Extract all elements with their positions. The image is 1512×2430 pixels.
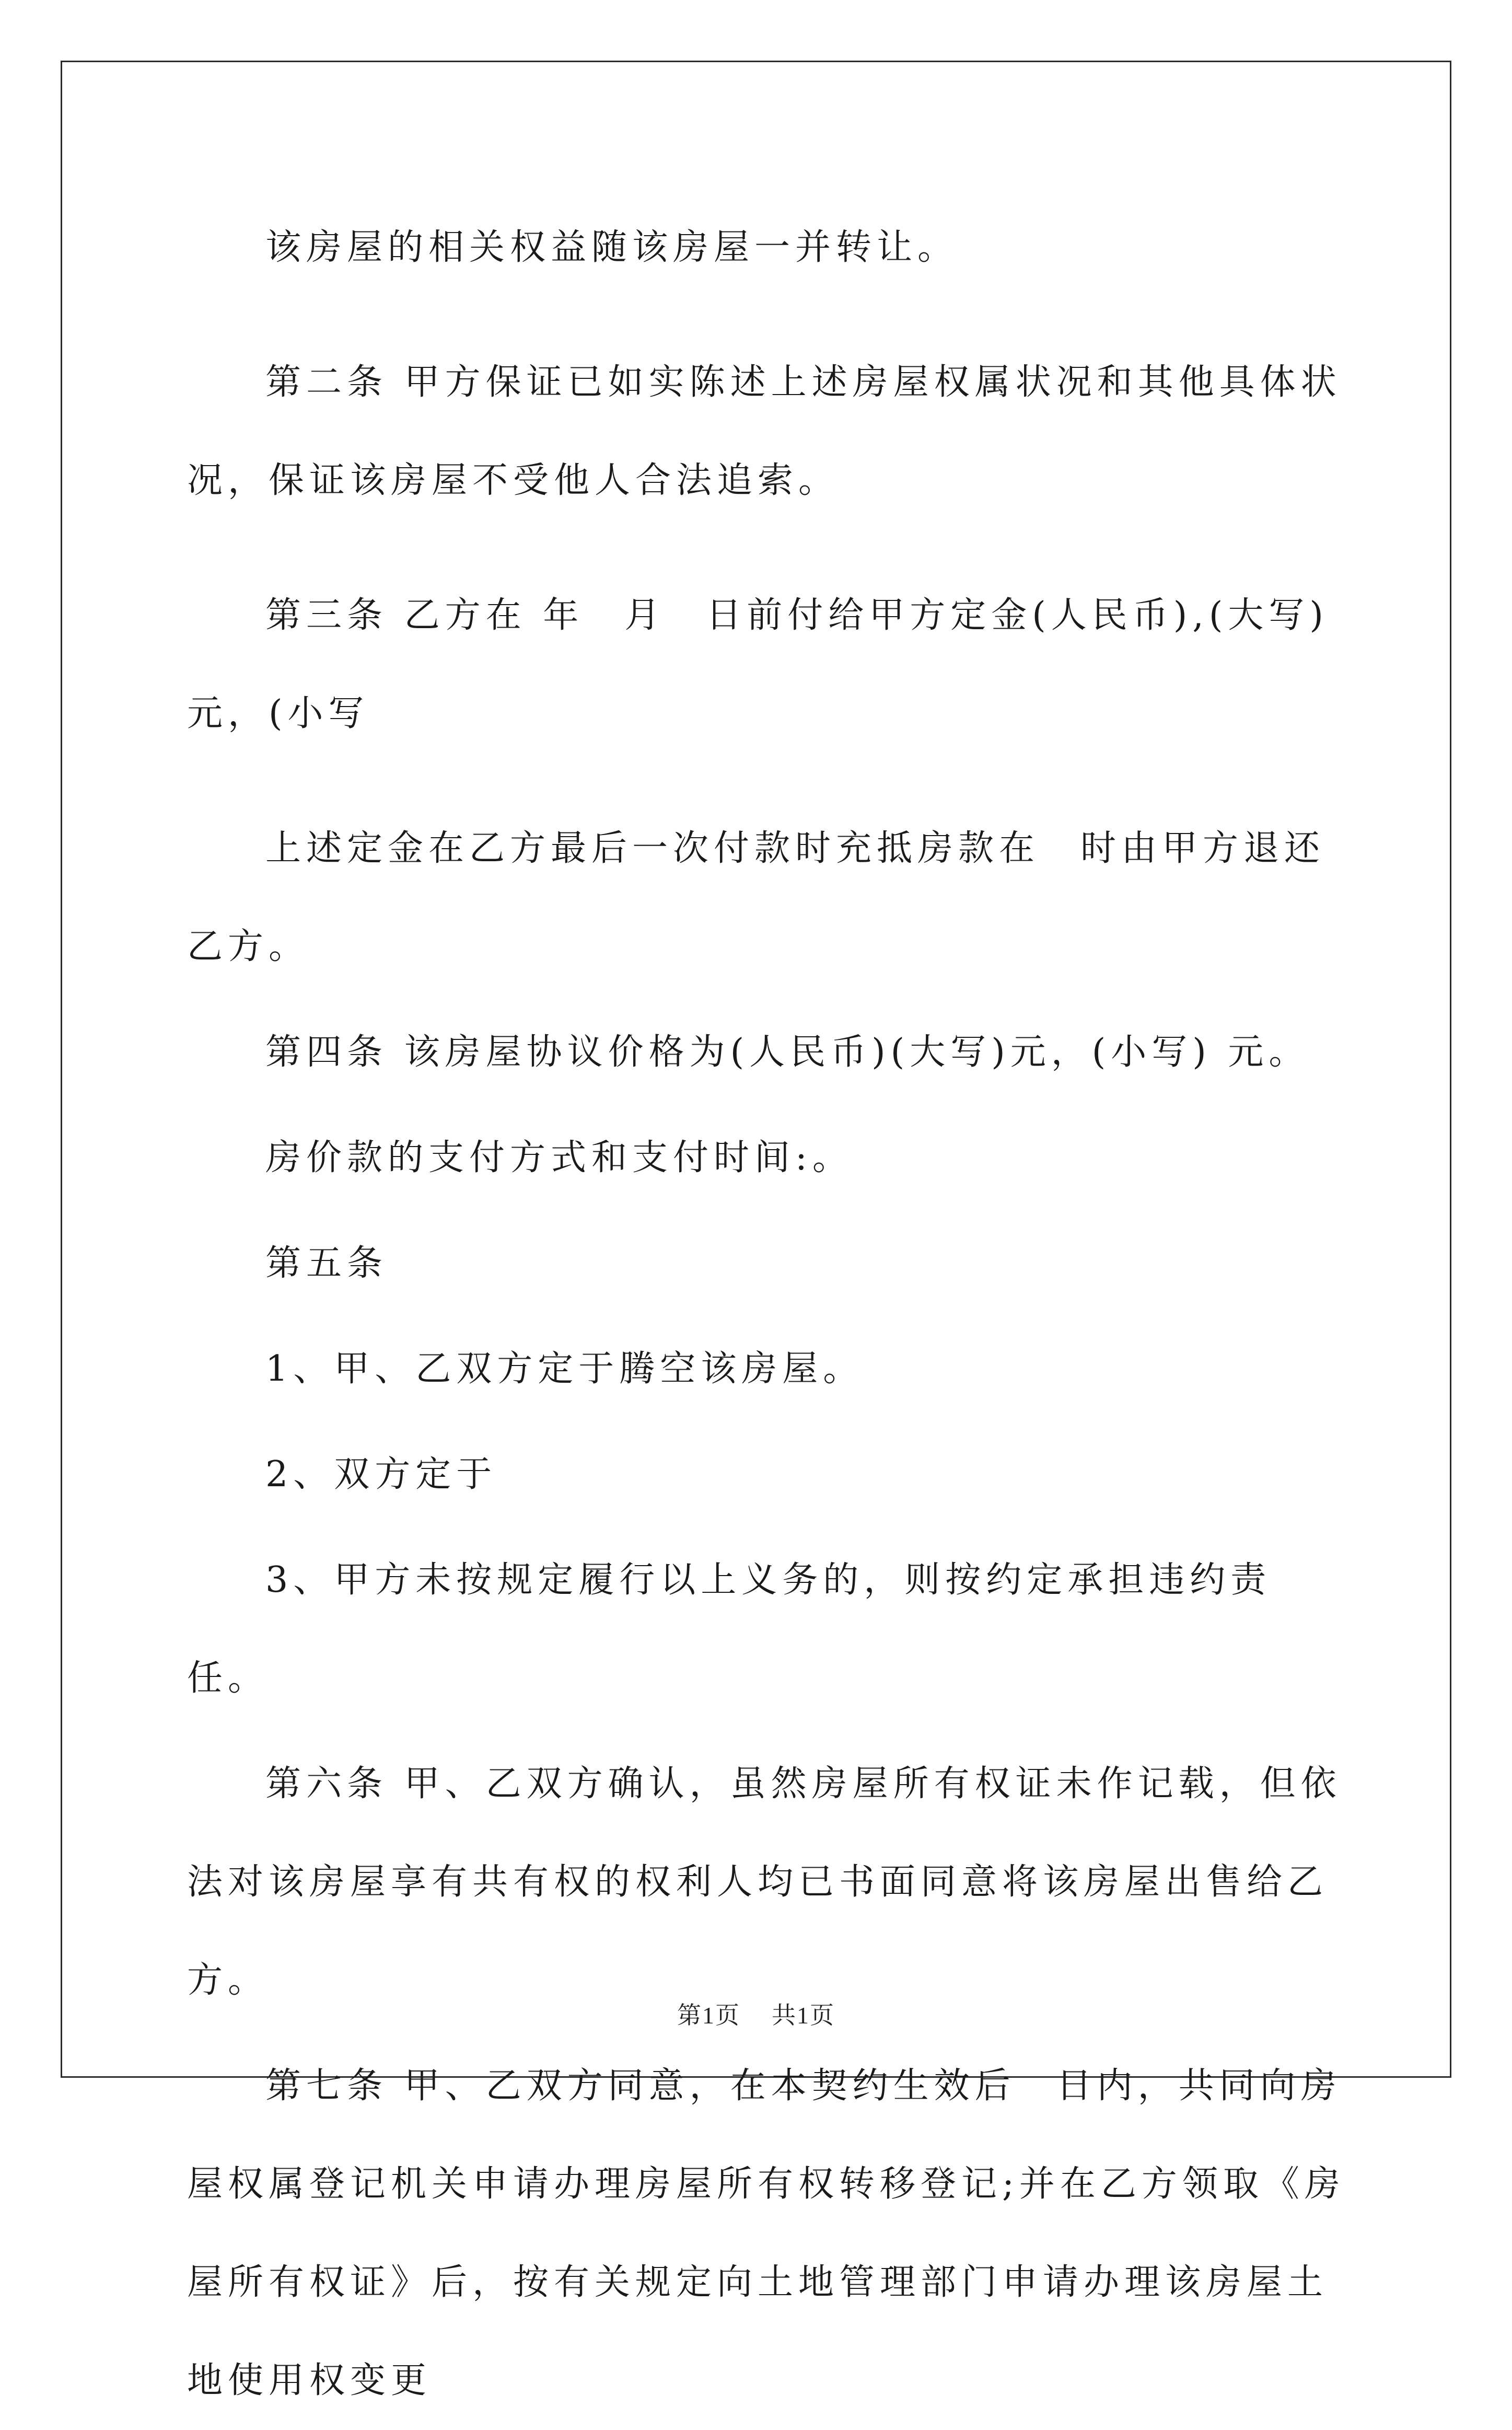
page-footer [0, 1996, 1512, 2031]
paragraph-6: 房价款的支付方式和支付时间:。 [265, 1137, 853, 1178]
page-number-total: 共1页 [772, 2002, 835, 2029]
paragraph-3: 第三条 乙方在 年 月 日前付给甲方定金(人民币),(大写) 元，(小写 [187, 595, 1329, 734]
paragraph-10: 3、甲方未按规定履行以上义务的，则按约定承担违约责任。 [187, 1559, 1272, 1699]
paragraph-7: 第五条 [265, 1243, 388, 1284]
paragraph-8: 1、甲、乙双方定于腾空该房屋。 [265, 1348, 864, 1390]
page-number-current: 第1页 [677, 2002, 740, 2029]
paragraph-5: 第四条 该房屋协议价格为(人民币)(大写)元，(小写) 元。 [265, 1032, 1310, 1073]
paragraph-11: 第六条 甲、乙双方确认，虽然房屋所有权证未作记载，但依法对该房屋享有共有权的权利人均已书面同意将该房屋出售给乙方。 [187, 1763, 1342, 2001]
paragraph-1: 该房屋的相关权益随该房屋一并转让。 [265, 227, 959, 268]
paragraph-12: 第七条 甲、乙双方同意，在本契约生效后 日内，共同向房屋权属登记机关申请办理房屋所有权转移登记;并在乙方领取《房屋所有权证》后，按有关规定向土地管理部门申请办理该房屋土地使用权变更 [187, 2065, 1345, 2401]
paragraph-9: 2、双方定于 [265, 1454, 497, 1495]
paragraph-2: 第二条 甲方保证已如实陈述上述房屋权属状况和其他具体状况，保证该房屋不受他人合法追索。 [187, 362, 1342, 501]
document-body [187, 199, 1352, 2430]
paragraph-4: 上述定金在乙方最后一次付款时充抵房款在 时由甲方退还乙方。 [187, 828, 1325, 967]
